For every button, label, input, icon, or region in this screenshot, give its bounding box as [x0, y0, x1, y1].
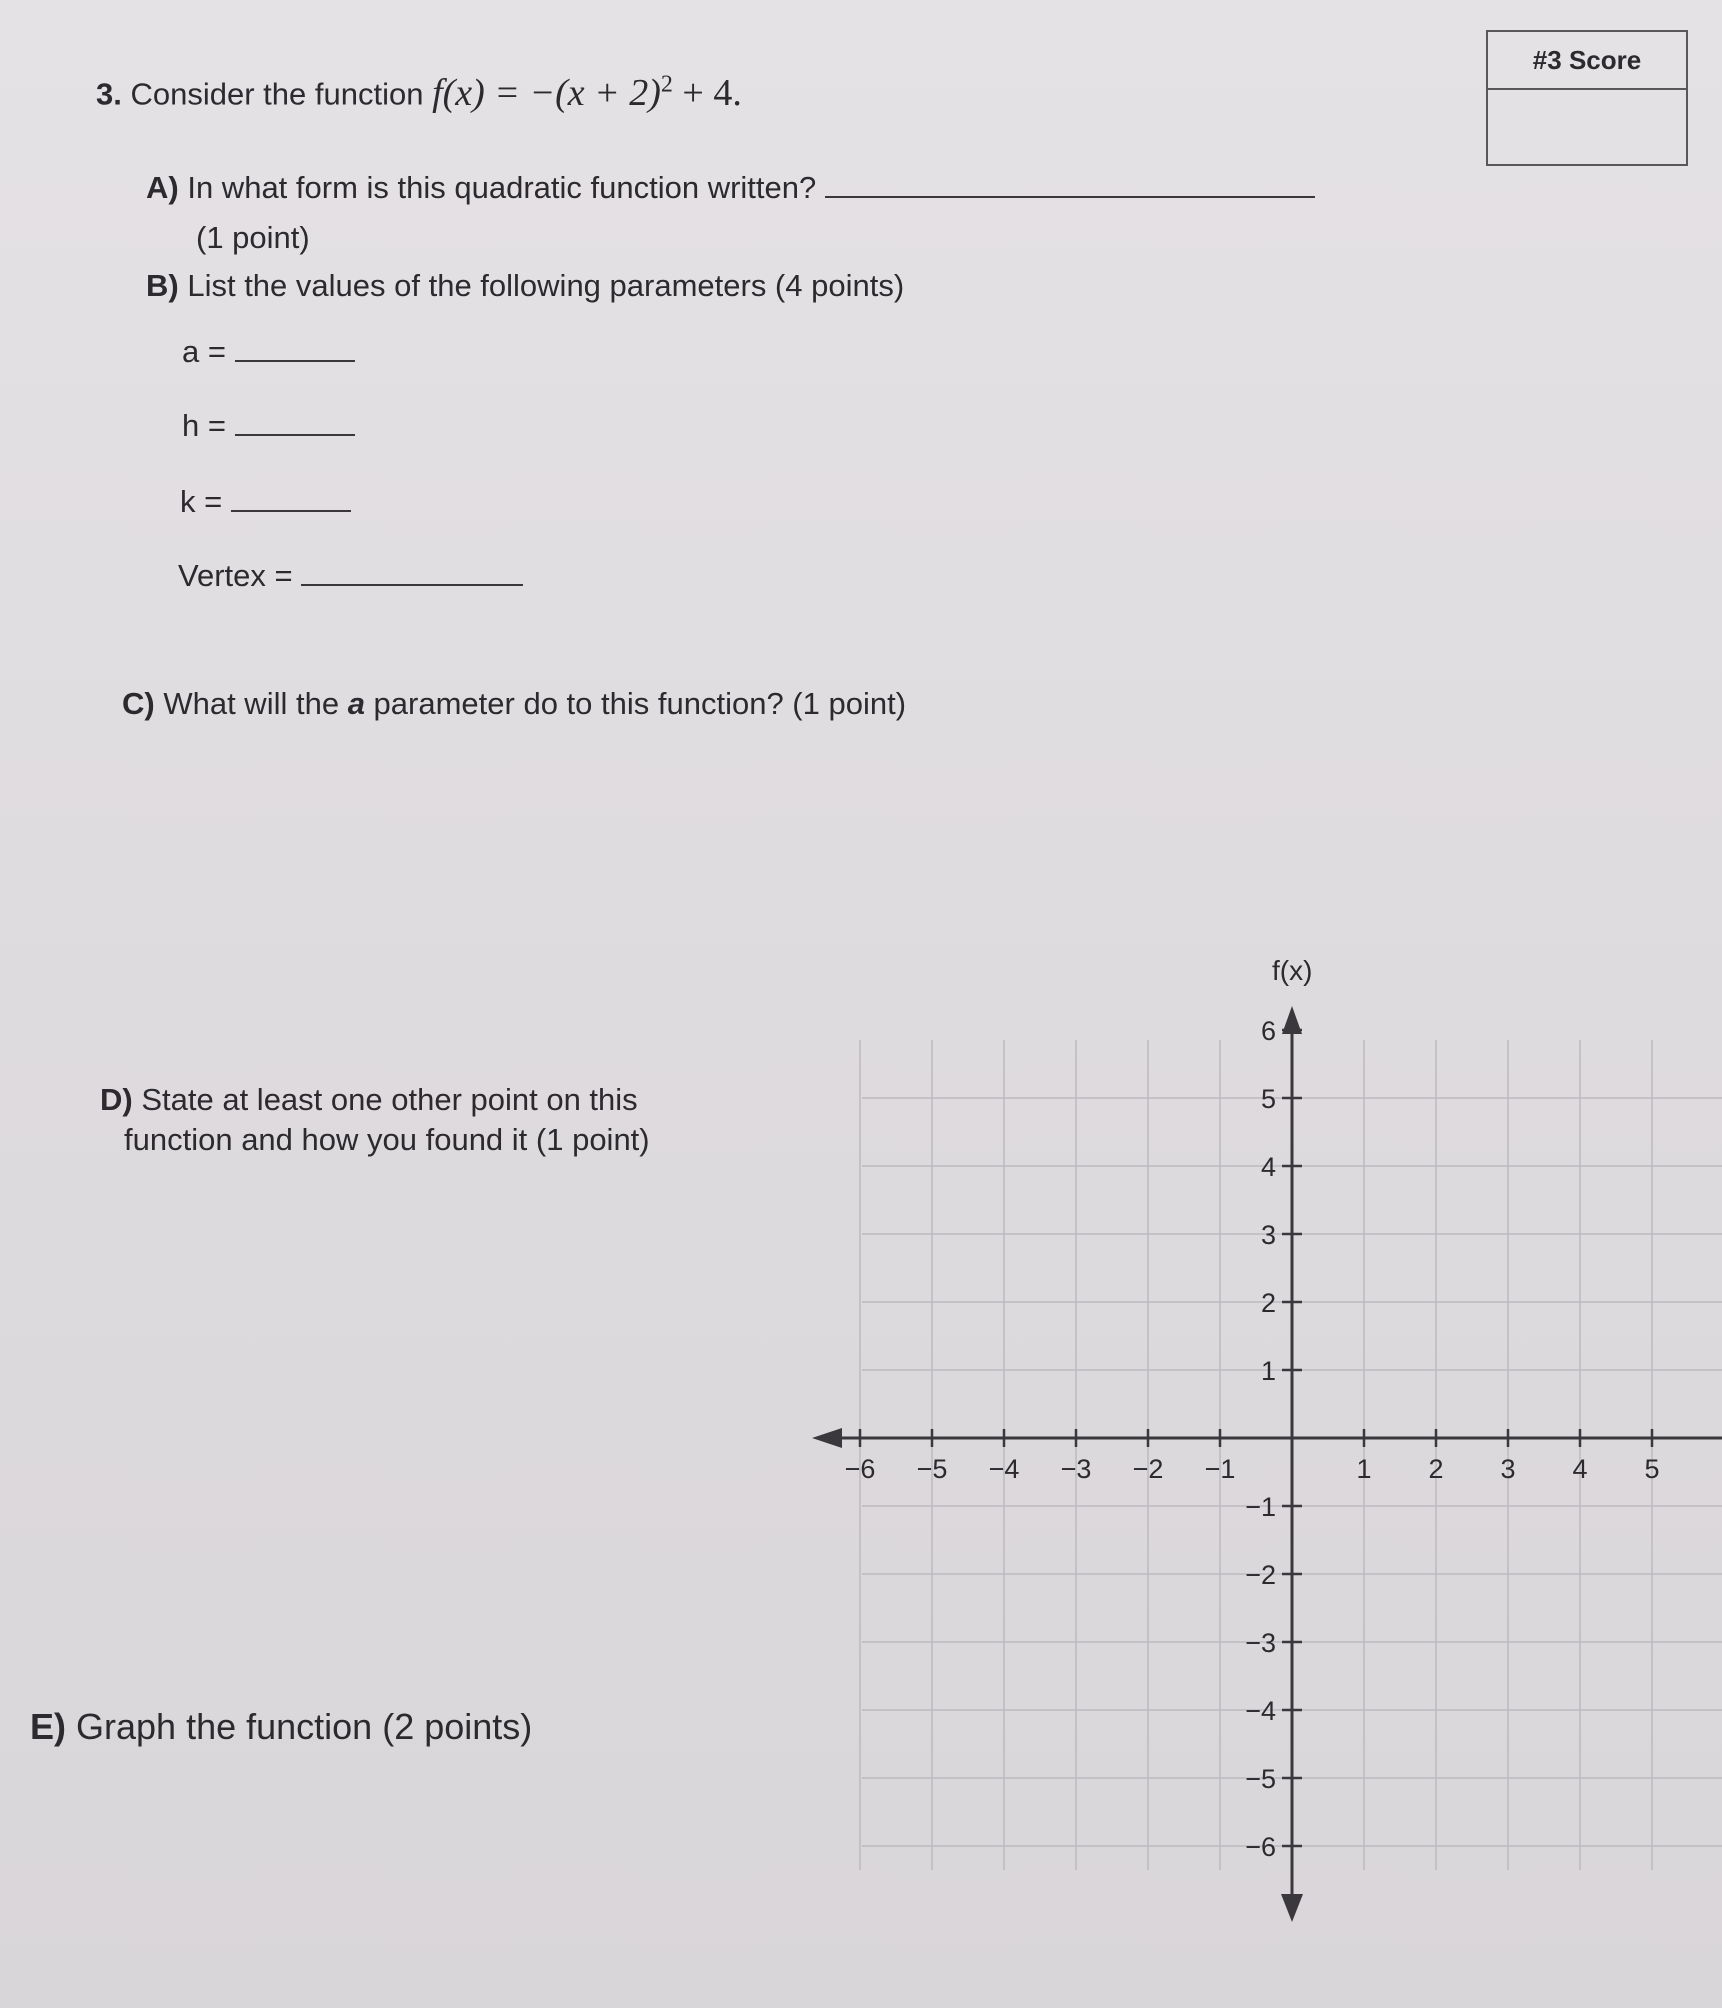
part-d-letter: D): [100, 1082, 133, 1117]
y-tick-label: −2: [1245, 1560, 1276, 1590]
x-tick-label: 3: [1500, 1454, 1516, 1484]
part-b-letter: B): [146, 268, 179, 303]
part-c-letter: C): [122, 686, 155, 721]
part-d-line1: State at least one other point on this: [141, 1082, 638, 1117]
y-axis-label: f(x): [1272, 955, 1313, 986]
question-number: 3.: [96, 76, 122, 112]
part-c-text-before: What will the: [163, 686, 348, 721]
x-tick-label: 5: [1644, 1454, 1660, 1484]
x-tick-label: 1: [1356, 1454, 1372, 1484]
function-exponent: 2: [660, 71, 673, 97]
function-tail: + 4.: [682, 71, 742, 114]
param-a-label: a =: [182, 334, 226, 369]
y-tick-label: 1: [1260, 1356, 1276, 1386]
y-tick-label: −6: [1245, 1832, 1276, 1862]
x-tick-label: −4: [988, 1454, 1020, 1484]
x-tick-label: −1: [1204, 1454, 1236, 1484]
y-tick-label: −5: [1245, 1764, 1276, 1794]
part-d-line2: function and how you found it (1 point): [124, 1122, 650, 1157]
param-h-label: h =: [182, 408, 226, 443]
x-tick-label: 4: [1572, 1454, 1588, 1484]
y-tick-label: 6: [1260, 1016, 1276, 1046]
x-axis-arrow-left: [812, 1428, 842, 1448]
part-a-text: In what form is this quadratic function written?: [187, 170, 817, 205]
part-c-param: a: [347, 686, 365, 721]
x-tick-label: −3: [1060, 1454, 1092, 1484]
y-axis-arrow-down: [1281, 1894, 1303, 1922]
score-title: #3 Score: [1488, 32, 1686, 90]
part-c-text-after: parameter do to this function? (1 point): [364, 686, 907, 721]
part-e-text: Graph the function (2 points): [76, 1706, 533, 1747]
function-main: f(x) = −(x + 2): [432, 71, 661, 114]
part-b-text: List the values of the following parameters (4 points): [187, 268, 905, 303]
y-tick-label: 4: [1260, 1152, 1276, 1182]
part-e-letter: E): [30, 1706, 66, 1747]
x-tick-label: 2: [1428, 1454, 1444, 1484]
part-a-letter: A): [146, 170, 179, 205]
part-a-points: (1 point): [196, 220, 310, 255]
param-vertex-label: Vertex =: [178, 558, 293, 593]
y-tick-label: −4: [1245, 1696, 1276, 1726]
question-intro: Consider the function: [130, 76, 424, 112]
y-tick-label: −1: [1245, 1492, 1276, 1522]
x-tick-label: −2: [1132, 1454, 1164, 1484]
y-tick-label: −3: [1245, 1628, 1276, 1658]
param-k-label: k =: [180, 484, 223, 519]
y-tick-label: 3: [1260, 1220, 1276, 1250]
y-tick-label: 2: [1260, 1288, 1276, 1318]
y-tick-label: 5: [1260, 1084, 1276, 1114]
x-tick-label: −6: [844, 1454, 876, 1484]
x-tick-label: −5: [916, 1454, 948, 1484]
